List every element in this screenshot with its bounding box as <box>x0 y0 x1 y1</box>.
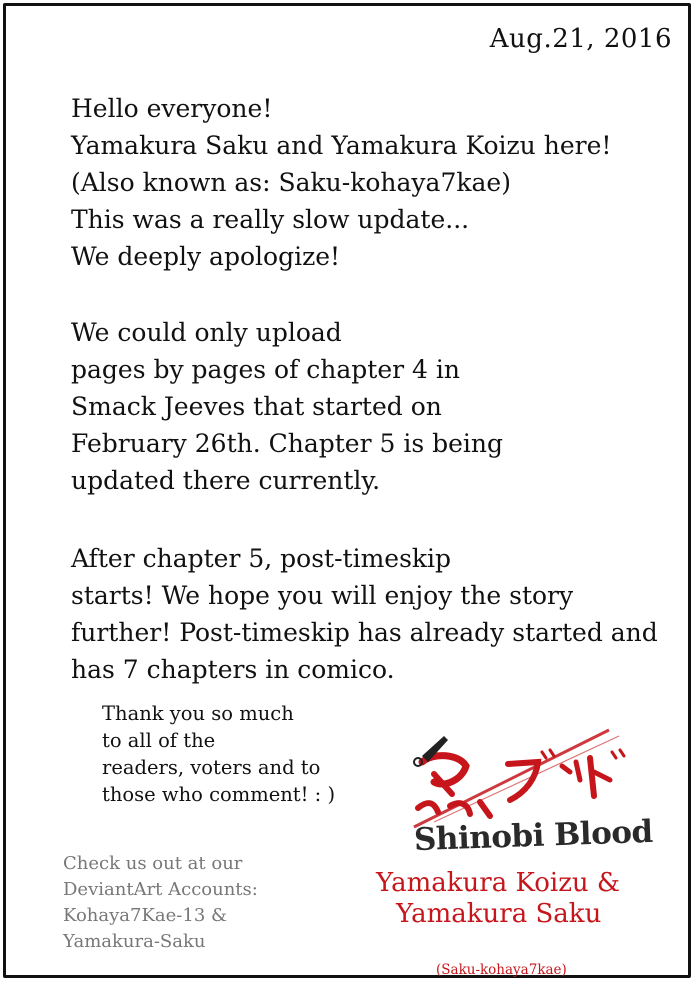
text-line: (Also known as: Saku-kohaya7kae) <box>71 168 511 197</box>
paragraph-update-info <box>71 314 503 499</box>
thanks-note <box>102 700 335 808</box>
text-line: further! Post-timeskip has already started and <box>71 618 658 647</box>
text-line: Check us out at our <box>63 853 243 874</box>
text-line: Hello everyone! <box>71 94 273 123</box>
text-line: We deeply apologize! <box>71 242 341 271</box>
logo-title: Shinobi Blood <box>413 813 654 859</box>
text-line: Yamakura Saku and Yamakura Koizu here! <box>71 131 612 160</box>
paragraph-greeting <box>71 90 611 275</box>
text-line: February 26th. Chapter 5 is being <box>71 429 504 458</box>
deviantart-note <box>63 851 258 955</box>
text-line: readers, voters and to <box>102 756 321 779</box>
paragraph-timeskip <box>71 540 658 688</box>
letter-page <box>3 3 691 978</box>
text-line: those who comment! : ) <box>102 783 336 806</box>
text-line: We could only upload <box>71 318 342 347</box>
text-line: DeviantArt Accounts: <box>63 879 258 900</box>
text-line: Yamakura-Saku <box>63 931 206 952</box>
text-line: to all of the <box>102 729 216 752</box>
date: Aug.21, 2016 <box>489 24 672 54</box>
text-line: Kohaya7Kae-13 & <box>63 905 228 926</box>
text-line: updated there currently. <box>71 466 381 495</box>
author-credit <box>376 868 620 930</box>
text-line: pages by pages of chapter 4 in <box>71 355 460 384</box>
text-line: has 7 chapters in comico. <box>71 655 395 684</box>
credit-line: Yamakura Saku <box>396 899 602 929</box>
credit-handle: (Saku-kohaya7kae) <box>436 962 567 978</box>
text-line: Smack Jeeves that started on <box>71 392 442 421</box>
text-line: starts! We hope you will enjoy the story <box>71 581 574 610</box>
text-line: Thank you so much <box>102 702 294 725</box>
text-line: After chapter 5, post-timeskip <box>71 544 452 573</box>
credit-line: Yamakura Koizu & <box>376 868 621 898</box>
shinobi-blood-logo <box>404 722 654 872</box>
text-line: This was a really slow update... <box>71 205 470 234</box>
